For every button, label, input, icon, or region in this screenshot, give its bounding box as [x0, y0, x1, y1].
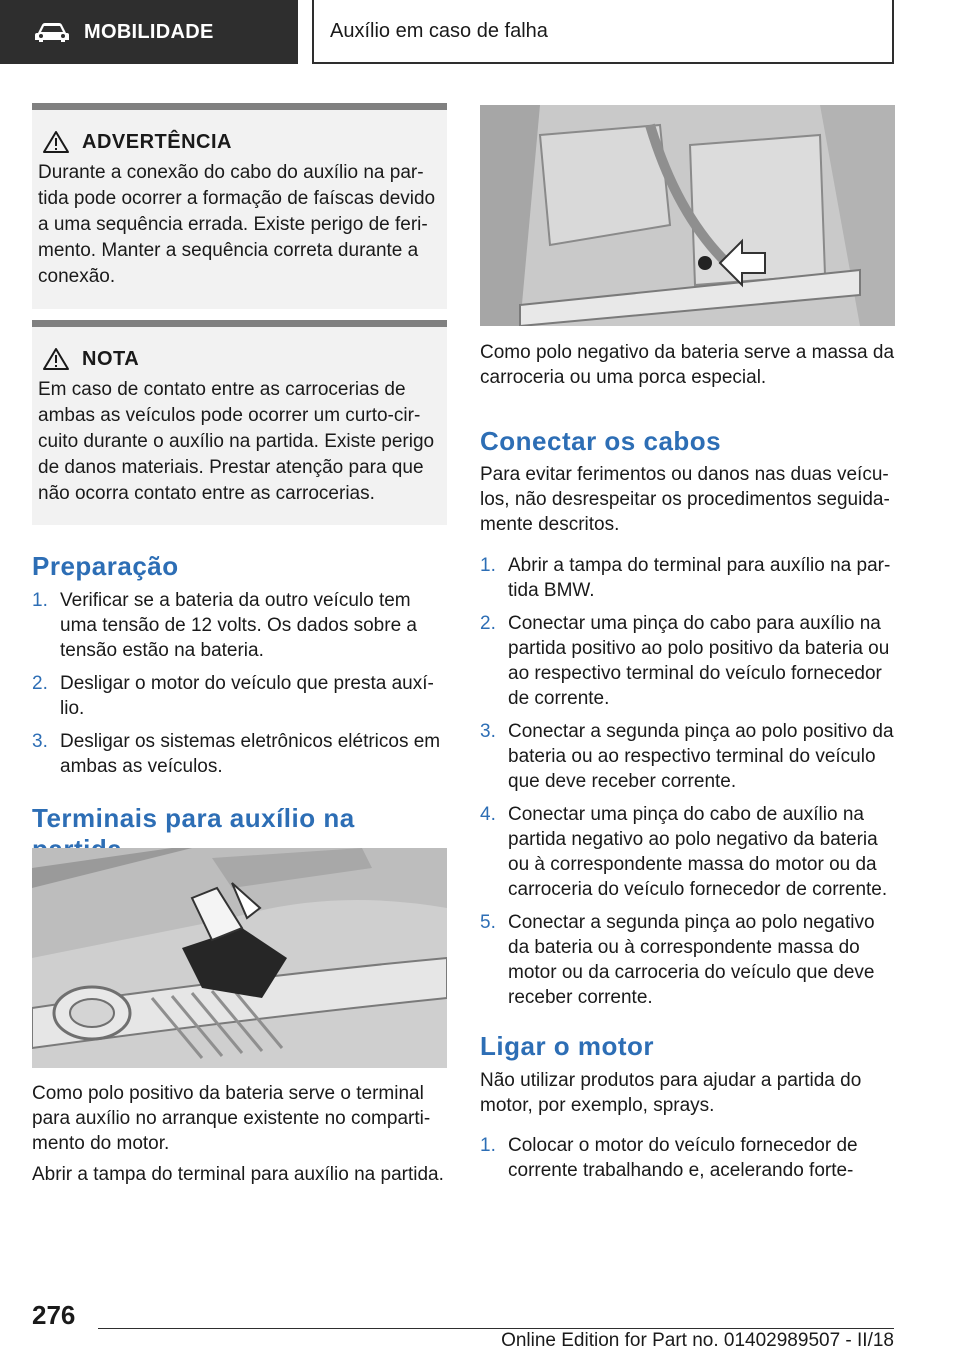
positive-terminal-photo [32, 848, 447, 1068]
step-number: 3. [480, 721, 496, 742]
footer-divider [98, 1328, 894, 1329]
warning-triangle-icon [42, 130, 70, 154]
start-steps [480, 1133, 895, 1191]
note-label: NOTA [82, 347, 140, 370]
list-item [480, 802, 895, 902]
step-text: Abrir a tampa do terminal para auxílio na partida BMW. [508, 555, 891, 601]
step-text: Verificar se a bateria da outro veículo tem uma tensão de 12 volts. Os dados sobre a tensão estão na bateria. [60, 590, 417, 661]
preparation-steps [32, 588, 447, 787]
connect-intro: Para evitar ferimentos ou danos nas duas veículos, não desrespeitar os procedimentos seguidamente descritos. [480, 464, 890, 535]
list-item [32, 588, 447, 663]
step-number: 1. [480, 555, 496, 576]
step-text: Conectar a segunda pinça ao polo negativo da bateria ou à correspondente massa do motor ou da carroceria do veículo que deve receber corrente. [508, 912, 875, 1008]
list-item [480, 611, 895, 711]
step-text: Desligar os sistemas eletrônicos elétricos em ambas as veículos. [60, 731, 441, 777]
preparation-heading: Preparação [32, 551, 179, 581]
step-number: 5. [480, 912, 496, 933]
list-item [32, 729, 447, 779]
note-text: Em caso de contato entre as carrocerias de ambas as veículos pode ocorrer um curto-circuito durante o auxílio na partida. Existe perigo de danos materiais. Prestar atenção para que não ocorra contato entre as carrocerias. [38, 379, 435, 504]
step-number: 4. [480, 804, 496, 825]
warning-text: Durante a conexão do cabo do auxílio na partida pode ocorrer a formação de faíscas devido a uma sequência errada. Existe perigo de ferimento. Manter a sequência correta durante a conexão. [38, 162, 436, 287]
negative-ground-caption: Como polo negativo da bateria serve a massa da carroceria ou uma porca especial. [480, 342, 895, 388]
start-intro: Não utilizar produtos para ajudar a partida do motor, por exemplo, sprays. [480, 1070, 862, 1116]
step-text: Conectar a segunda pinça ao polo positivo da bateria ou ao respectivo terminal do veículo que deve receber corrente. [508, 721, 894, 792]
connect-heading: Conectar os cabos [480, 426, 722, 456]
step-text: Desligar o motor do veículo que presta auxílio. [60, 673, 434, 719]
list-item [480, 1133, 895, 1183]
page-number: 276 [32, 1300, 76, 1330]
terminals-heading: Terminais para auxílio na [32, 803, 355, 833]
car-icon [34, 21, 70, 43]
step-number: 3. [32, 731, 48, 752]
warning-box [32, 103, 447, 309]
list-item [32, 671, 447, 721]
list-item [480, 910, 895, 1010]
list-item [480, 553, 895, 603]
step-number: 2. [32, 673, 48, 694]
step-text: Conectar uma pinça do cabo para auxílio na partida positivo ao polo positivo da bateria ou ao respectivo terminal do veículo fornecedor de corrente. [508, 613, 890, 709]
warning-label: ADVERTÊNCIA [82, 130, 232, 153]
terminals-paragraph-1: Como polo positivo da bateria serve o terminal para auxílio no arranque existente no compartimento do motor. [32, 1083, 431, 1154]
step-text: Colocar o motor do veículo fornecedor de corrente trabalhando e, acelerando forte- [508, 1135, 858, 1181]
list-item [480, 719, 895, 794]
terminals-paragraph-2: Abrir a tampa do terminal para auxílio na partida. [32, 1164, 444, 1185]
note-box [32, 320, 447, 525]
connect-steps [480, 553, 895, 1018]
negative-ground-photo [480, 105, 895, 326]
edition-note: Online Edition for Part no. 01402989507 - II/18 [501, 1330, 894, 1351]
section-label: MOBILIDADE [84, 20, 214, 43]
section-tab [0, 0, 298, 64]
chapter-header [312, 0, 894, 64]
step-number: 1. [480, 1135, 496, 1156]
chapter-title: Auxílio em caso de falha [330, 19, 548, 42]
warning-triangle-icon [42, 347, 70, 371]
step-number: 2. [480, 613, 496, 634]
step-number: 1. [32, 590, 48, 611]
step-text: Conectar uma pinça do cabo de auxílio na partida negativo ao polo negativo da bateria ou à correspondente massa do motor ou da carroceria do veículo fornecedor de corrente. [508, 804, 888, 900]
start-heading: Ligar o motor [480, 1031, 655, 1061]
